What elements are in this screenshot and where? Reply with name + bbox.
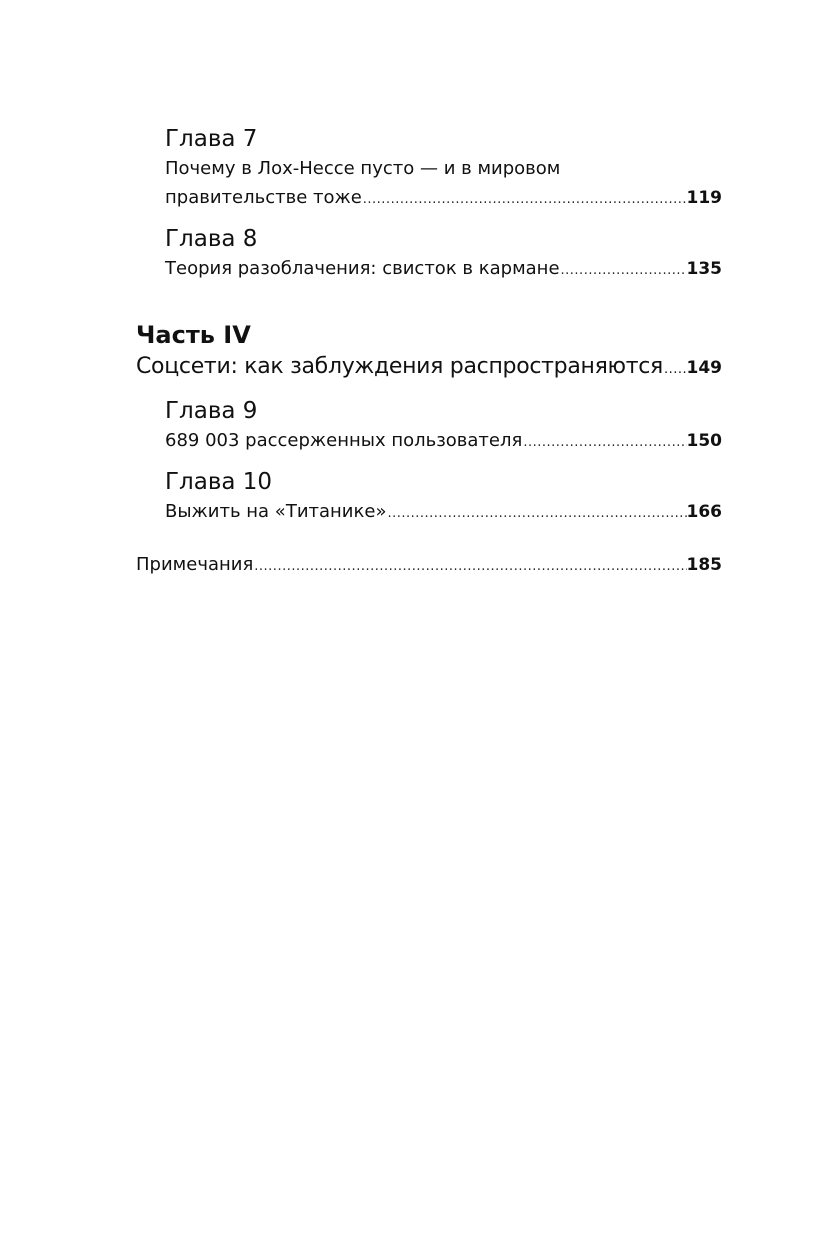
toc-chapter-7 [136, 124, 722, 214]
dot-leader [253, 552, 686, 581]
dot-leader [560, 256, 687, 285]
toc-part-4 [136, 319, 722, 386]
notes-title: Примечания [136, 554, 254, 575]
chapter-title: Выжить на «Титанике» [165, 501, 387, 522]
toc-entry[interactable] [165, 183, 722, 214]
page-number: 185 [686, 555, 722, 575]
toc-entry-notes[interactable] [136, 550, 722, 581]
dot-leader [522, 428, 686, 457]
chapter-title-line: Почему в Лох-Нессе пусто — и в мировом [165, 158, 561, 179]
part-label: Часть IV [136, 321, 251, 349]
chapter-heading: Глава 7 [165, 126, 258, 152]
chapter-title: правительстве тоже [165, 187, 362, 208]
chapter-title: Теория разоблачения: свисток в кармане [165, 258, 560, 279]
page-number: 150 [686, 431, 722, 451]
part-title: Соцсети: как заблуждения распространяются [136, 354, 663, 379]
page-number: 166 [686, 502, 722, 522]
toc-chapter-9 [136, 396, 722, 457]
page-number: 135 [686, 259, 722, 279]
page-number: 149 [686, 358, 722, 378]
chapter-heading: Глава 10 [165, 469, 273, 495]
toc-entry[interactable] [136, 351, 722, 386]
dot-leader [386, 499, 686, 528]
toc-chapter-8 [136, 224, 722, 285]
dot-leader [362, 185, 687, 214]
chapter-heading: Глава 9 [165, 398, 258, 424]
toc-entry[interactable] [165, 426, 722, 457]
chapter-title: 689 003 рассерженных пользователя [165, 430, 523, 451]
page-number: 119 [686, 188, 722, 208]
toc-entry[interactable] [165, 254, 722, 285]
toc-chapter-10 [136, 467, 722, 528]
chapter-heading: Глава 8 [165, 226, 258, 252]
table-of-contents [136, 124, 722, 581]
toc-entry[interactable] [165, 497, 722, 528]
dot-leader [663, 354, 687, 386]
